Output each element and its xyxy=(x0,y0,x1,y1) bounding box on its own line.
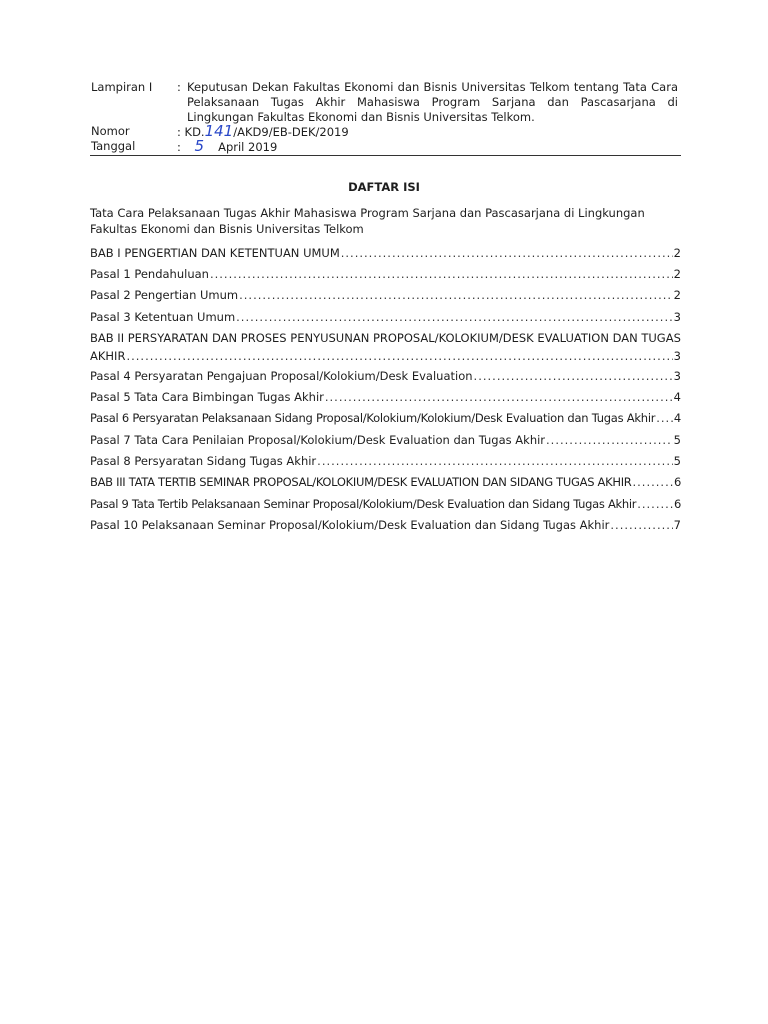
toc-entry-page: 2 xyxy=(673,267,681,281)
toc-entry-page: 2 xyxy=(673,246,681,260)
toc-entry-text: Pasal 2 Pengertian Umum xyxy=(90,288,239,302)
toc-entry[interactable] xyxy=(90,454,681,468)
tanggal-colon: : xyxy=(177,140,181,154)
toc-entry-text: Pasal 8 Persyaratan Sidang Tugas Akhir xyxy=(90,454,317,468)
toc-entry-text: BAB I PENGERTIAN DAN KETENTUAN UMUM xyxy=(90,246,340,260)
toc-leader xyxy=(317,454,673,468)
toc-entry-text: Pasal 7 Tata Cara Penilaian Proposal/Kolokium/Desk Evaluation dan Tugas Akhir xyxy=(90,433,546,447)
toc-entry[interactable] xyxy=(90,390,681,404)
toc-entry-page: 4 xyxy=(673,390,681,404)
toc-entry-text: Pasal 10 Pelaksanaan Seminar Proposal/Kolokium/Desk Evaluation dan Sidang Tugas Akhir xyxy=(90,518,610,532)
toc-entry[interactable] xyxy=(90,288,681,302)
toc-entry-text: BAB III TATA TERTIB SEMINAR PROPOSAL/KOLOKIUM/DESK EVALUATION DAN SIDANG TUGAS AKHIR xyxy=(90,475,632,489)
tanggal-handwritten-day: 5 xyxy=(194,137,205,155)
toc-entry-page: 6 xyxy=(673,475,681,489)
toc-entry-page: 2 xyxy=(673,288,681,302)
toc-entry[interactable] xyxy=(90,369,681,383)
intro-text: Tata Cara Pelaksanaan Tugas Akhir Mahasiswa Program Sarjana dan Pascasarjana di Lingkungan Fakultas Ekonomi dan Bisnis Universitas Telkom xyxy=(90,206,645,236)
toc-entry-text: Pasal 6 Persyaratan Pelaksanaan Sidang Proposal/Kolokium/Kolokium/Desk Evaluation dan Tugas Akhir xyxy=(90,411,656,425)
toc-entry[interactable] xyxy=(90,497,681,511)
toc-entry[interactable] xyxy=(90,246,681,260)
toc-leader xyxy=(637,497,673,511)
lampiran-colon: : xyxy=(177,80,181,94)
toc-entry[interactable] xyxy=(90,411,681,425)
toc-entry[interactable] xyxy=(90,331,681,363)
toc-leader xyxy=(546,433,673,447)
toc-entry[interactable] xyxy=(90,433,681,447)
nomor-handwritten-number: 141 xyxy=(204,122,234,140)
toc-entry[interactable] xyxy=(90,475,681,489)
toc-entry-text: Pasal 5 Tata Cara Bimbingan Tugas Akhir xyxy=(90,390,324,404)
page-title: DAFTAR ISI xyxy=(348,180,420,194)
toc-leader xyxy=(210,267,673,281)
tanggal-month-year: April 2019 xyxy=(218,140,278,154)
toc-leader xyxy=(656,411,673,425)
header-divider xyxy=(90,155,681,156)
nomor-label: Nomor xyxy=(91,124,130,138)
toc-leader xyxy=(474,369,673,383)
toc-leader xyxy=(341,246,673,260)
lampiran-description: Keputusan Dekan Fakultas Ekonomi dan Bisnis Universitas Telkom tentang Tata Cara Pelaksanaan Tugas Akhir Mahasiswa Program Sarjana dan Pascasarjana di Lingkungan Fakultas Ekonomi dan Bisnis Universitas Telkom. xyxy=(187,80,678,124)
toc-entry-page: 3 xyxy=(673,310,681,324)
toc-entry-text-line1: BAB II PERSYARATAN DAN PROSES PENYUSUNAN PROPOSAL/KOLOKIUM/DESK EVALUATION DAN TUGAS xyxy=(90,331,681,345)
toc-entry[interactable] xyxy=(90,310,681,324)
toc-entry-page: 3 xyxy=(673,369,681,383)
tanggal-label: Tanggal xyxy=(91,139,136,153)
tanggal-value xyxy=(177,139,277,155)
toc-entry[interactable] xyxy=(90,518,681,532)
toc-entry-text: Pasal 9 Tata Tertib Pelaksanaan Seminar Proposal/Kolokium/Desk Evaluation dan Sidang Tugas Akhir xyxy=(90,497,637,511)
toc-entry-text: Pasal 4 Persyaratan Pengajuan Proposal/Kolokium/Desk Evaluation xyxy=(90,369,473,383)
toc-leader xyxy=(239,288,673,302)
toc-leader xyxy=(633,475,673,489)
toc-leader xyxy=(610,518,672,532)
toc-leader xyxy=(126,349,672,363)
toc-leader xyxy=(325,390,673,404)
toc-entry-page: 6 xyxy=(673,497,681,511)
toc-entry-text: Pasal 1 Pendahuluan xyxy=(90,267,209,281)
toc-entry-page: 5 xyxy=(673,454,681,468)
toc-entry-page: 4 xyxy=(673,411,681,425)
nomor-suffix: /AKD9/EB-DEK/2019 xyxy=(233,125,349,139)
toc-entry-text: Pasal 3 Ketentuan Umum xyxy=(90,310,236,324)
toc-entry-page: 7 xyxy=(673,518,681,532)
toc-entry-page: 3 xyxy=(673,349,681,363)
toc-leader xyxy=(236,310,673,324)
toc-entry-text-line2: AKHIR xyxy=(90,349,126,363)
toc-entry-page: 5 xyxy=(673,433,681,447)
lampiran-label: Lampiran I xyxy=(91,80,153,94)
toc-entry[interactable] xyxy=(90,267,681,281)
nomor-prefix: : KD. xyxy=(177,125,205,139)
